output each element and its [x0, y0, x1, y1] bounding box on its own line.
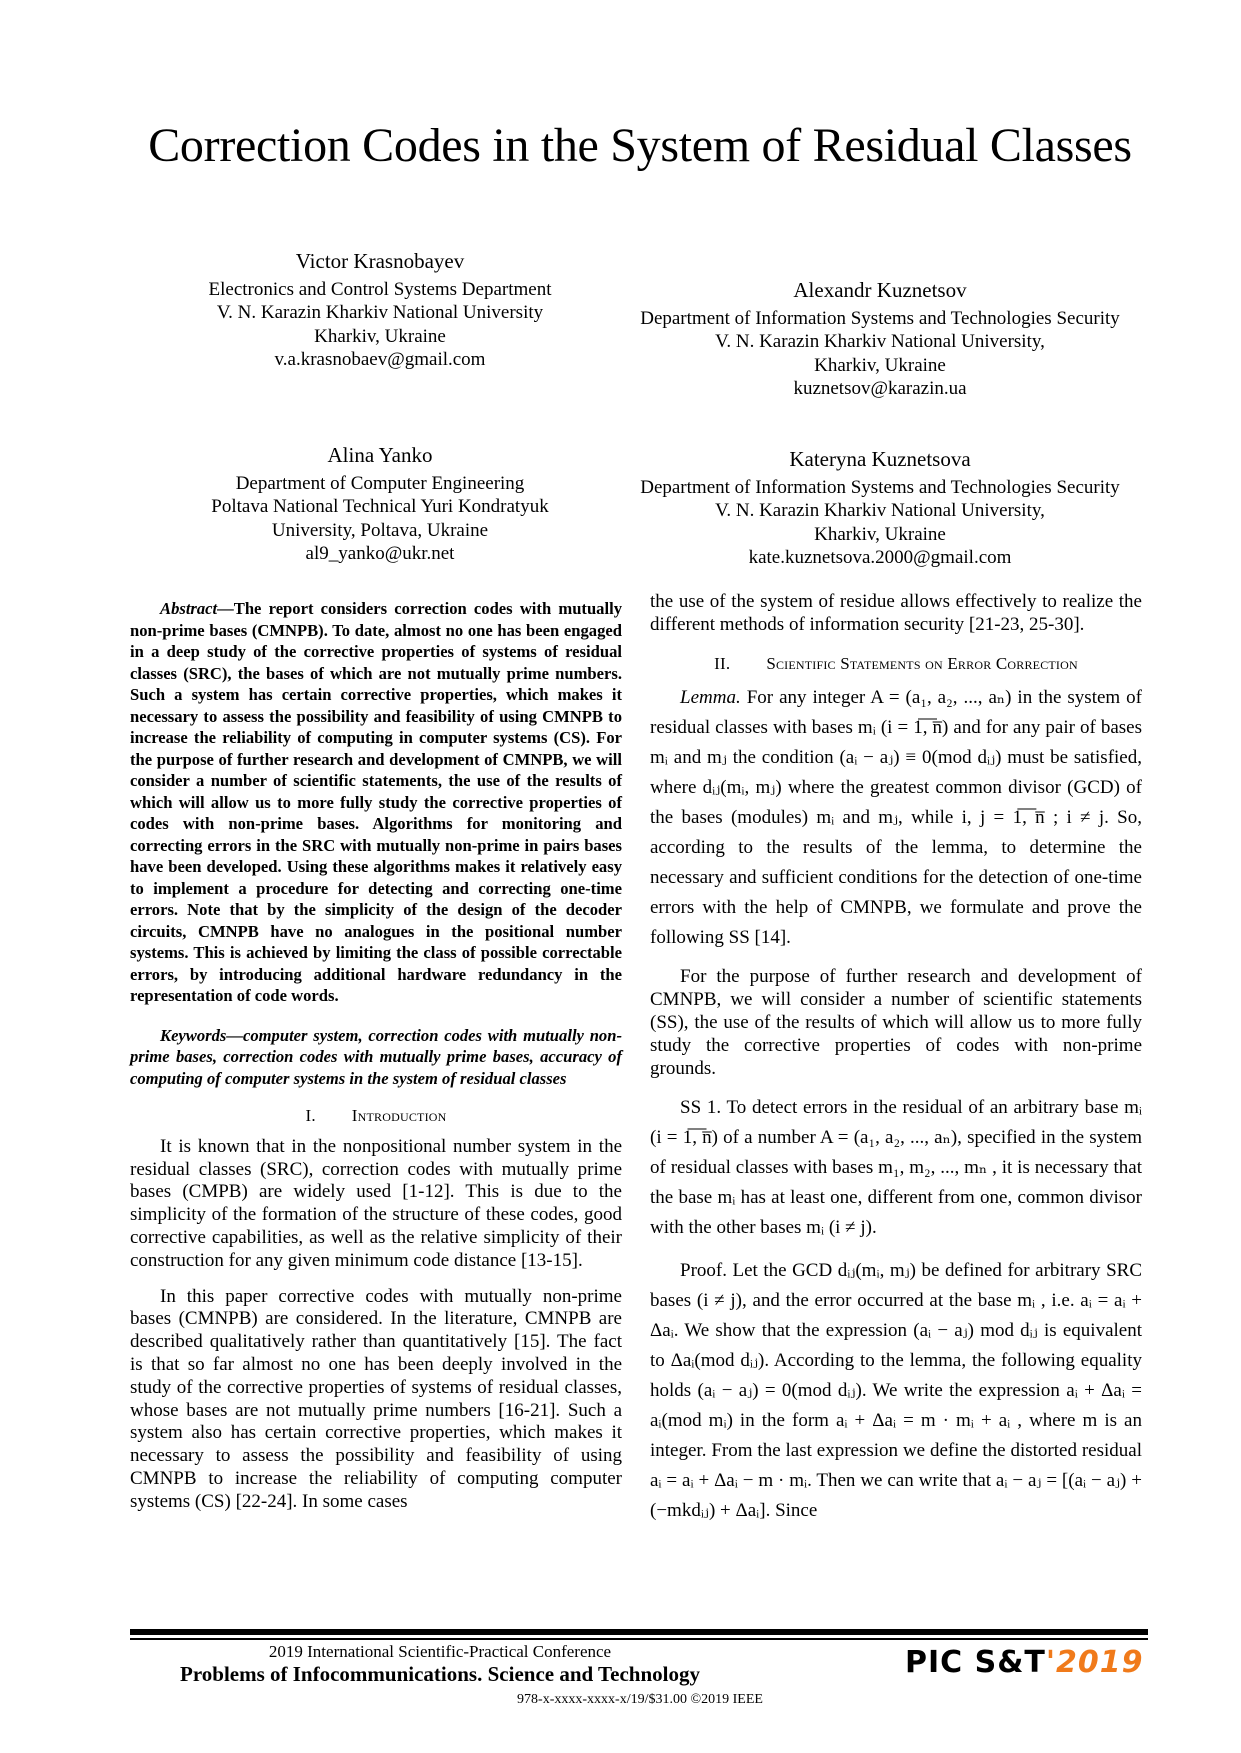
section-heading-scientific-statements: [650, 653, 1142, 676]
section-number: I.: [305, 1106, 316, 1125]
author-block-4: [610, 448, 1150, 570]
author-affiliation: Department of Information Systems and Technologies Security: [640, 307, 1120, 329]
author-name: Alina Yanko: [327, 443, 433, 467]
section-number: II.: [714, 653, 731, 673]
author-block-2: [610, 279, 1150, 401]
author-block-1: [150, 250, 610, 372]
author-affiliation: Poltava National Technical Yuri Kondratyuk: [211, 496, 549, 517]
author-block-3: [150, 444, 610, 566]
keywords: Keywords—computer system, correction codes with mutually non-prime bases, correction codes with mutually prime bases, accuracy of computing of computer systems in the system of residual classes: [130, 1025, 622, 1088]
right-column: [650, 591, 1142, 1526]
author-name: Alexandr Kuznetsov: [793, 278, 967, 302]
lemma-label: Lemma.: [680, 687, 741, 709]
conference-name: Problems of Infocommunications. Science and Technology: [180, 1662, 700, 1686]
ss1-statement: SS 1. To detect errors in the residual of an arbitrary base mᵢ (i = 1̅,̅ ̅n̅) of a number A = (a₁, a₂, ..., aₙ), specified in the system of residual classes with bases m₁, m₂, ..., mₙ , it is necessary that the base mᵢ has at least one, different from one, common divisor with the other bases mᵢ (i ≠ j).: [650, 1097, 1142, 1239]
ss-intro-paragraph: For the purpose of further research and development of CMNPB, we will consider a number of scientific statements (SS), the use of the results of which will allow us to more fully study the corrective properties of codes with non-prime grounds.: [650, 966, 1142, 1079]
author-affiliation: V. N. Karazin Kharkiv National University: [216, 302, 544, 323]
lemma-text: For any integer A = (a₁, a₂, ..., aₙ) in the system of residual classes with bases mᵢ (i = 1̅,̅ ̅n̅) and for any pair of bases mᵢ and mⱼ the condition (aᵢ − aⱼ) ≡ 0(mod dᵢⱼ) must be satisfied, where dᵢⱼ(mᵢ, mⱼ) where the greatest common divisor (GCD) of the bases (modules) mᵢ and mⱼ, while i, j = 1̅,̅ ̅n̅ ; i ≠ j. So, according to the results of the lemma, to determine the necessary and sufficient conditions for the detection of one-time errors with the help of CMNPB, we formulate and prove the following SS [14].: [650, 687, 1142, 949]
conference-logo: [905, 1645, 1144, 1680]
section-title: Scientific Statements on Error Correction: [766, 653, 1078, 673]
abstract: [130, 598, 622, 1007]
author-affiliation: V. N. Karazin Kharkiv National University,: [715, 500, 1045, 521]
abstract-label: Abstract: [160, 599, 218, 618]
section-title: Introduction: [351, 1106, 447, 1125]
logo-text: PIC S&T: [905, 1645, 1046, 1680]
section-heading-introduction: [130, 1105, 622, 1128]
author-location: Kharkiv, Ukraine: [314, 325, 446, 347]
author-location: University, Poltava, Ukraine: [271, 519, 489, 541]
footer-rule-thick: [130, 1629, 1148, 1635]
author-email: v.a.krasnobaev@gmail.com: [274, 349, 486, 370]
author-name: Kateryna Kuznetsova: [789, 447, 971, 471]
paper-title: Correction Codes in the System of Residual Classes: [148, 119, 1132, 172]
author-email: al9_yanko@ukr.net: [305, 543, 455, 564]
conference-line: 2019 International Scientific-Practical Conference: [268, 1642, 612, 1661]
intro-paragraph-continued: the use of the system of residue allows effectively to realize the different methods of information security [21-23, 25-30].: [650, 591, 1142, 635]
author-affiliation: Department of Information Systems and Technologies Security: [640, 476, 1120, 498]
abstract-text: —The report considers correction codes with mutually non-prime bases (CMNPB). To date, almost no one has been engaged in a deep study of the corrective properties of systems of residual classes (SRC), the bases of which are not mutually prime numbers. Such a system has certain corrective properties, which makes it necessary to assess the possibility and feasibility of using CMNPB to increase the reliability of computing in computer systems (CS). For the purpose of further research and development of CMNPB, we will consider a number of scientific statements, the use of the results of which will allow us to more fully study the corrective properties of codes with non-prime bases. Algorithms for monitoring and correcting errors in the SRC with mutually non-prime in pairs bases have been developed. Using these algorithms makes it relatively easy to implement a procedure for detecting and correcting one-time errors. Note that by the simplicity of the design of the decoder circuits, CMNPB have no analogues in the positional number systems. This is achieved by limiting the class of possible correctable errors, by introducing additional hardware redundancy in the representation of code words.: [130, 599, 622, 1005]
logo-year: '2019: [1045, 1645, 1144, 1680]
author-email: kuznetsov@karazin.ua: [793, 378, 967, 399]
author-location: Kharkiv, Ukraine: [814, 523, 946, 545]
proof-paragraph: Proof. Let the GCD dᵢⱼ(mᵢ, mⱼ) be defined for arbitrary SRC bases (i ≠ j), and the error occurred at the base mᵢ , i.e. aᵢ = aᵢ + Δaᵢ. We show that the expression (aᵢ − aⱼ) mod dᵢⱼ is equivalent to Δaᵢ(mod dᵢⱼ). According to the lemma, the following equality holds (aᵢ − aⱼ) = 0(mod dᵢⱼ). We write the expression aᵢ + Δaᵢ = aᵢ(mod mᵢ) in the form aᵢ + Δaᵢ = m · mᵢ + aᵢ , where m is an integer. From the last expression we define the distorted residual aᵢ = aᵢ + Δaᵢ − m · mᵢ. Then we can write that aᵢ − aⱼ = [(aᵢ − aⱼ) + (−mkdᵢⱼ) + Δaᵢ]. Since: [650, 1260, 1142, 1522]
footer-rule-thin: [130, 1638, 1148, 1640]
author-email: kate.kuznetsova.2000@gmail.com: [748, 547, 1012, 568]
left-column: [130, 598, 622, 1514]
intro-paragraph-1: It is known that in the nonpositional number system in the residual classes (SRC), correction codes with mutually prime bases (CMPB) are widely used [1-12]. This is due to the simplicity of the formation of the structure of these codes, good corrective capabilities, as well as the relative simplicity of their construction for any given minimum code distance [13-15].: [130, 1135, 622, 1271]
author-name: Victor Krasnobayev: [295, 249, 465, 273]
lemma-paragraph: [650, 683, 1142, 953]
isbn-copyright: 978-x-xxxx-xxxx-x/19/$31.00 ©2019 IEEE: [517, 1692, 763, 1707]
author-affiliation: V. N. Karazin Kharkiv National University,: [715, 331, 1045, 352]
intro-paragraph-2: In this paper corrective codes with mutually non-prime bases (CMNPB) are considered. In the literature, CMNPB are described qualitatively rather than quantitatively [15]. The fact is that so far almost no one has been deeply involved in the study of the corrective properties of systems of residual classes, whose bases are not mutually prime numbers [16-21]. Such a system also has certain corrective properties, which makes it necessary to assess the possibility and feasibility of using CMNPB to increase the reliability of computing computer systems (CS) [22-24]. In some cases: [130, 1285, 622, 1512]
author-location: Kharkiv, Ukraine: [814, 354, 946, 376]
author-affiliation: Department of Computer Engineering: [235, 472, 525, 494]
author-affiliation: Electronics and Control Systems Department: [208, 278, 552, 300]
